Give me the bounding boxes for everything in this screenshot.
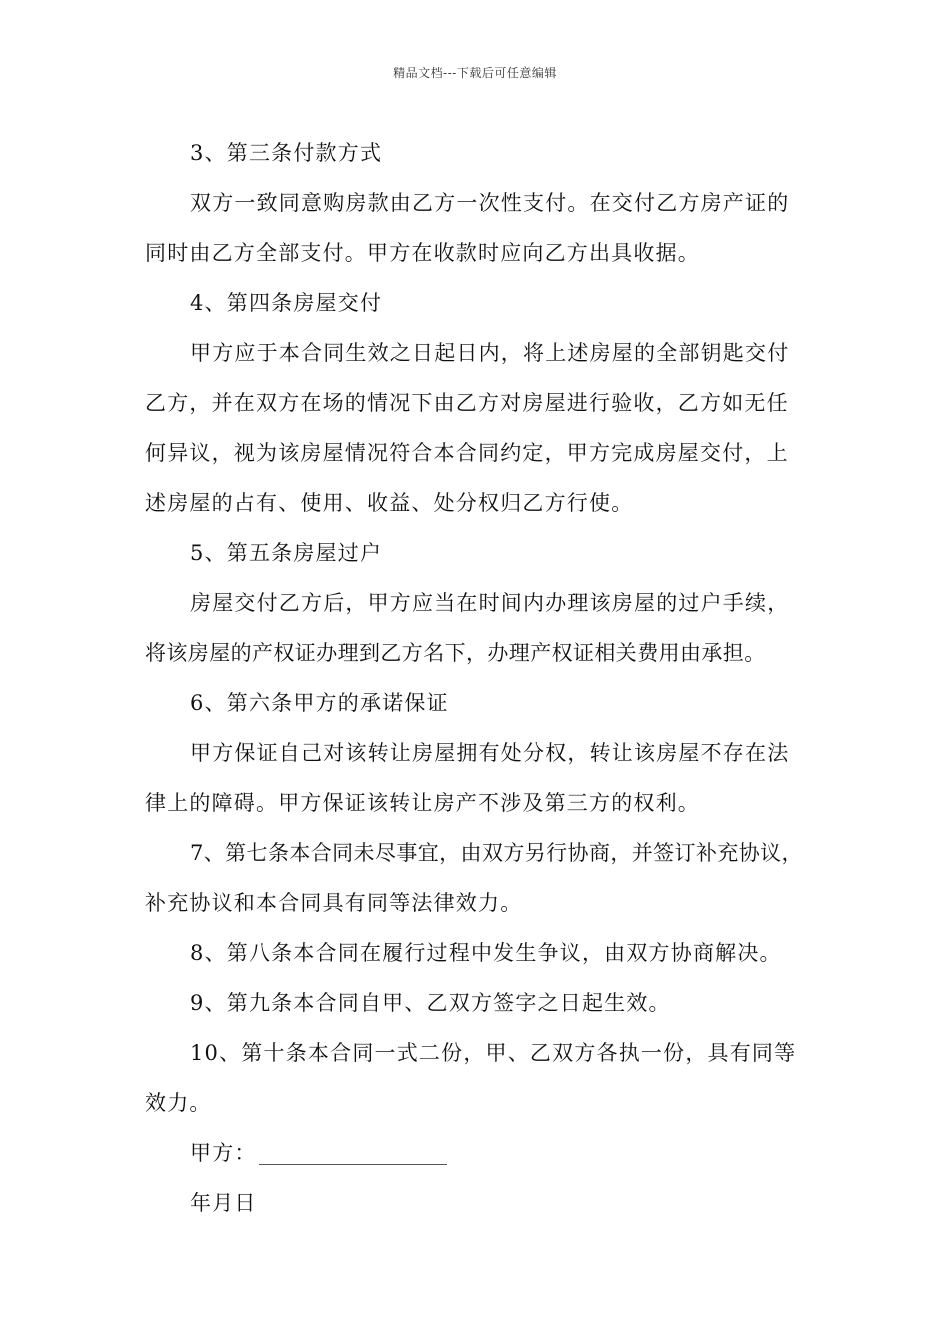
- clause-3-text-line: 同时由乙方全部支付。甲方在收款时应向乙方出具收据。: [145, 241, 700, 265]
- clause-6-text-line: 律上的障碍。甲方保证该转让房产不涉及第三方的权利。: [145, 791, 700, 815]
- signature-date: 年月日: [190, 1191, 257, 1215]
- signature-line: [259, 1144, 447, 1165]
- clause-7-text-line: 7、第七条本合同未尽事宜，由双方另行协商，并签订补充协议，: [190, 841, 803, 865]
- document-body: [145, 128, 810, 1228]
- clause-8-text-line: 8、第八条本合同在履行过程中发生争议，由双方协商解决。: [190, 941, 782, 965]
- clause-4-text-line: 述房屋的占有、使用、收益、处分权归乙方行使。: [145, 491, 634, 515]
- clause-5-text-line: 将该房屋的产权证办理到乙方名下，办理产权证相关费用由承担。: [145, 641, 766, 665]
- clause-10-text-line: 效力。: [145, 1091, 212, 1115]
- clause-6-text-line: 甲方保证自己对该转让房屋拥有处分权，转让该房屋不存在法: [190, 741, 790, 765]
- clause-10-text-line: 10、第十条本合同一式二份，甲、乙双方各执一份，具有同等: [190, 1041, 797, 1065]
- clause-4-text-line: 乙方，并在双方在场的情况下由乙方对房屋进行验收，乙方如无任: [145, 391, 789, 415]
- signature-party-a-label: 甲方：: [190, 1141, 257, 1165]
- clause-4-heading: 4、第四条房屋交付: [190, 291, 383, 315]
- clause-9-text-line: 9、第九条本合同自甲、乙双方签字之日起生效。: [190, 991, 671, 1015]
- clause-6-heading: 6、第六条甲方的承诺保证: [190, 691, 449, 715]
- page-header: 精品文档---下载后可任意编辑: [393, 66, 557, 80]
- clause-3-heading: 3、第三条付款方式: [190, 141, 383, 165]
- clause-7-text-line: 补充协议和本合同具有同等法律效力。: [145, 891, 523, 915]
- signature-party-a: [145, 1128, 810, 1178]
- clause-3-text-line: 双方一致同意购房款由乙方一次性支付。在交付乙方房产证的: [190, 191, 790, 215]
- clause-5-heading: 5、第五条房屋过户: [190, 541, 383, 565]
- clause-4-text-line: 何异议，视为该房屋情况符合本合同约定，甲方完成房屋交付，上: [145, 441, 789, 465]
- clause-4-text-line: 甲方应于本合同生效之日起日内，将上述房屋的全部钥匙交付: [190, 341, 790, 365]
- clause-5-text-line: 房屋交付乙方后，甲方应当在时间内办理该房屋的过户手续，: [190, 591, 790, 615]
